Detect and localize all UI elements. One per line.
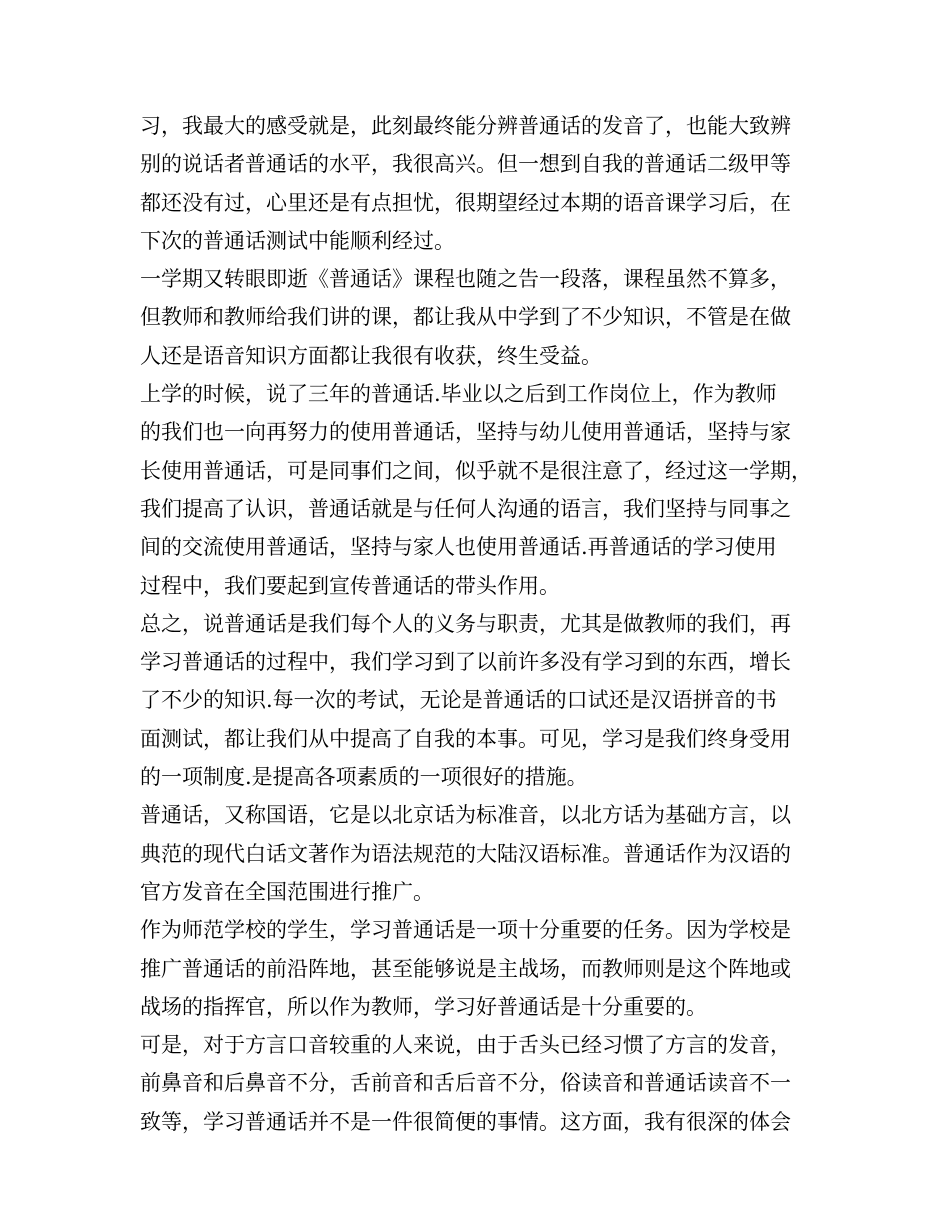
text-line: 人还是语音知识方面都让我很有收获，终生受益。 xyxy=(140,343,602,368)
text-line: 一学期又转眼即逝《普通话》课程也随之告一段落，课程虽然不算多， xyxy=(140,267,791,292)
text-line: 都还没有过，心里还是有点担忧，很期望经过本期的语音课学习后，在 xyxy=(140,190,791,215)
paragraph-2 xyxy=(140,260,822,375)
paragraph-3 xyxy=(140,375,822,605)
text-line: 了不少的知识.每一次的考试，无论是普通话的口试还是汉语拼音的书 xyxy=(140,688,777,713)
text-line: 长使用普通话，可是同事们之间，似乎就不是很注意了，经过这一学期， xyxy=(140,458,812,483)
text-line: 前鼻音和后鼻音不分，舌前音和舌后音不分，俗读音和普通话读音不一 xyxy=(140,1071,791,1096)
text-line: 普通话，又称国语，它是以北京话为标准音，以北方话为基础方言，以 xyxy=(140,803,791,828)
text-line: 的一项制度.是提高各项素质的一项很好的措施。 xyxy=(140,765,588,790)
paragraph-4 xyxy=(140,605,822,796)
text-line: 总之，说普通话是我们每个人的义务与职责，尤其是做教师的我们，再 xyxy=(140,611,791,636)
text-line: 面测试，都让我们从中提高了自我的本事。可见，学习是我们终身受用 xyxy=(140,726,791,751)
text-line: 上学的时候，说了三年的普通话.毕业以之后到工作岗位上，作为教师 xyxy=(140,382,777,407)
text-line: 作为师范学校的学生，学习普通话是一项十分重要的任务。因为学校是 xyxy=(140,918,791,943)
text-line: 但教师和教师给我们讲的课，都让我从中学到了不少知识，不管是在做 xyxy=(140,305,791,330)
text-line: 过程中，我们要起到宣传普通话的带头作用。 xyxy=(140,573,560,598)
paragraph-5 xyxy=(140,796,822,911)
paragraph-1 xyxy=(140,107,822,260)
text-line: 可是，对于方言口音较重的人来说，由于舌头已经习惯了方言的发音， xyxy=(140,1033,791,1058)
text-line: 推广普通话的前沿阵地，甚至能够说是主战场，而教师则是这个阵地或 xyxy=(140,956,791,981)
text-line: 别的说话者普通话的水平，我很高兴。但一想到自我的普通话二级甲等 xyxy=(140,152,791,177)
text-line: 战场的指挥官，所以作为教师，学习好普通话是十分重要的。 xyxy=(140,994,707,1019)
text-line: 的我们也一向再努力的使用普通话，坚持与幼儿使用普通话，坚持与家 xyxy=(140,420,791,445)
text-line: 学习普通话的过程中，我们学习到了以前许多没有学习到的东西，增长 xyxy=(140,650,791,675)
paragraph-6 xyxy=(140,911,822,1026)
document-body xyxy=(140,107,822,1141)
text-line: 下次的普通话测试中能顺利经过。 xyxy=(140,228,455,253)
text-line: 致等，学习普通话并不是一件很简便的事情。这方面，我有很深的体会 xyxy=(140,1109,791,1134)
text-line: 典范的现代白话文著作为语法规范的大陆汉语标准。普通话作为汉语的 xyxy=(140,841,791,866)
text-line: 间的交流使用普通话，坚持与家人也使用普通话.再普通话的学习使用 xyxy=(140,535,777,560)
paragraph-7 xyxy=(140,1026,822,1141)
text-line: 习，我最大的感受就是，此刻最终能分辨普通话的发音了，也能大致辨 xyxy=(140,114,791,138)
text-line: 官方发音在全国范围进行推广。 xyxy=(140,879,434,904)
text-line: 我们提高了认识，普通话就是与任何人沟通的语言，我们坚持与同事之 xyxy=(140,496,791,521)
